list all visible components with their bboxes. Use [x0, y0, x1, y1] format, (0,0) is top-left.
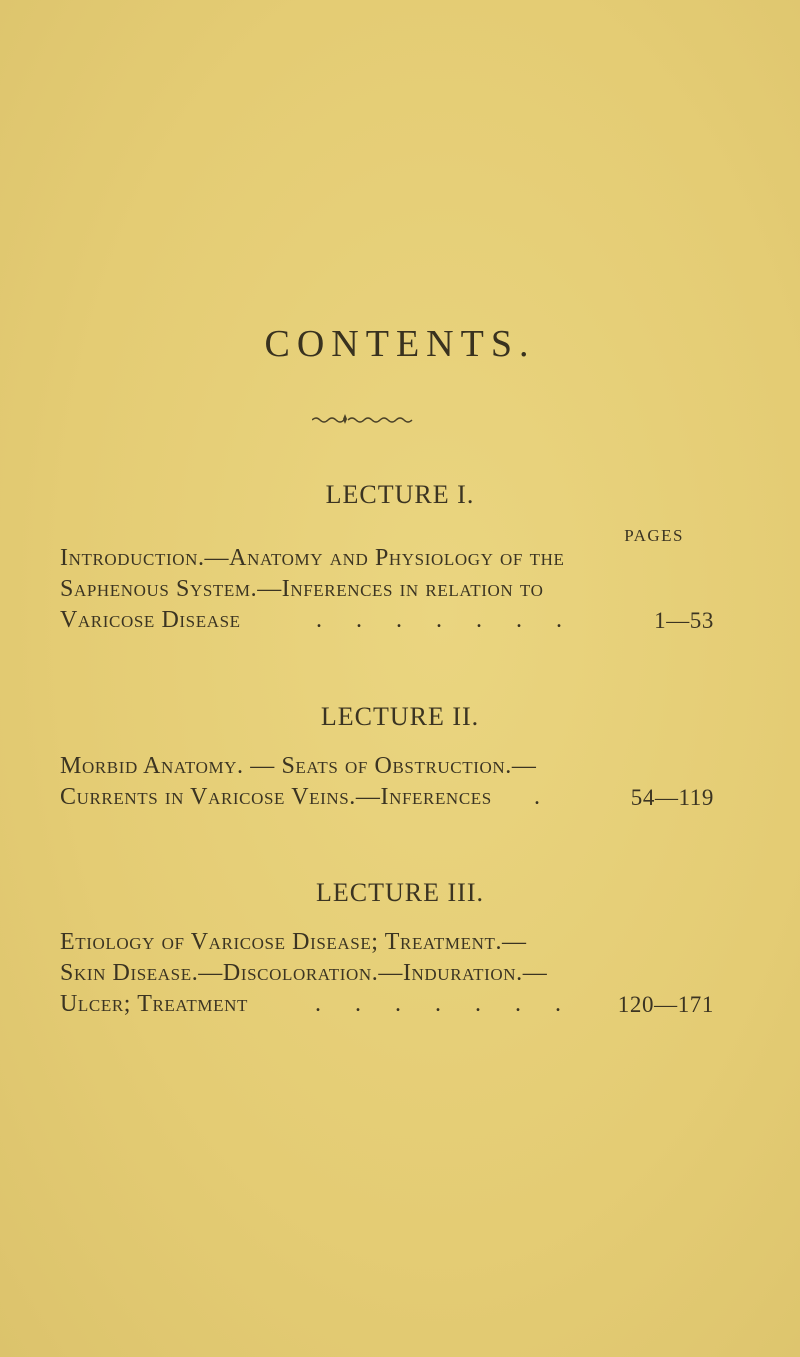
lecture-2-entry	[60, 751, 714, 813]
lecture-3-line-1: Etiology of Varicose Disease; Treatment.—	[60, 929, 527, 955]
lecture-1-line-2: Saphenous System.—Inferences in relation to	[60, 576, 544, 602]
lecture-3-line-3	[60, 989, 714, 1020]
lecture-1-line-3	[60, 605, 714, 636]
lecture-1-heading: LECTURE I.	[325, 480, 475, 509]
lecture-1-page-range: 1—53	[654, 608, 714, 633]
lecture-3-entry	[60, 927, 714, 1020]
lecture-1-line-3-text: Varicose Disease	[60, 607, 241, 633]
lecture-1-line-1: Introduction.—Anatomy and Physiology of the	[60, 545, 565, 571]
lecture-2-line-2	[60, 782, 714, 813]
lecture-3-heading: LECTURE III.	[316, 878, 484, 907]
lecture-2-leader-dots: .	[534, 784, 554, 810]
lecture-3-page-range: 120—171	[617, 992, 714, 1017]
lecture-3-line-3-text: Ulcer; Treatment	[60, 991, 248, 1017]
pages-column-header: PAGES	[624, 526, 684, 545]
lecture-3-leader-dots: . . . . . . .	[315, 991, 575, 1017]
lecture-2-heading: LECTURE II.	[320, 702, 480, 731]
lecture-2-page-range: 54—119	[630, 785, 714, 810]
lecture-2-line-2-text: Currents in Varicose Veins.—Inferences	[60, 784, 492, 810]
contents-title: CONTENTS.	[264, 323, 536, 365]
lecture-1-leader-dots: . . . . . . .	[316, 607, 576, 633]
lecture-2-line-1: Morbid Anatomy. — Seats of Obstruction.—	[60, 753, 537, 779]
decorative-rule-ornament	[312, 412, 414, 426]
lecture-1-entry	[60, 543, 714, 636]
lecture-3-line-2: Skin Disease.—Discoloration.—Induration.—	[60, 960, 548, 986]
